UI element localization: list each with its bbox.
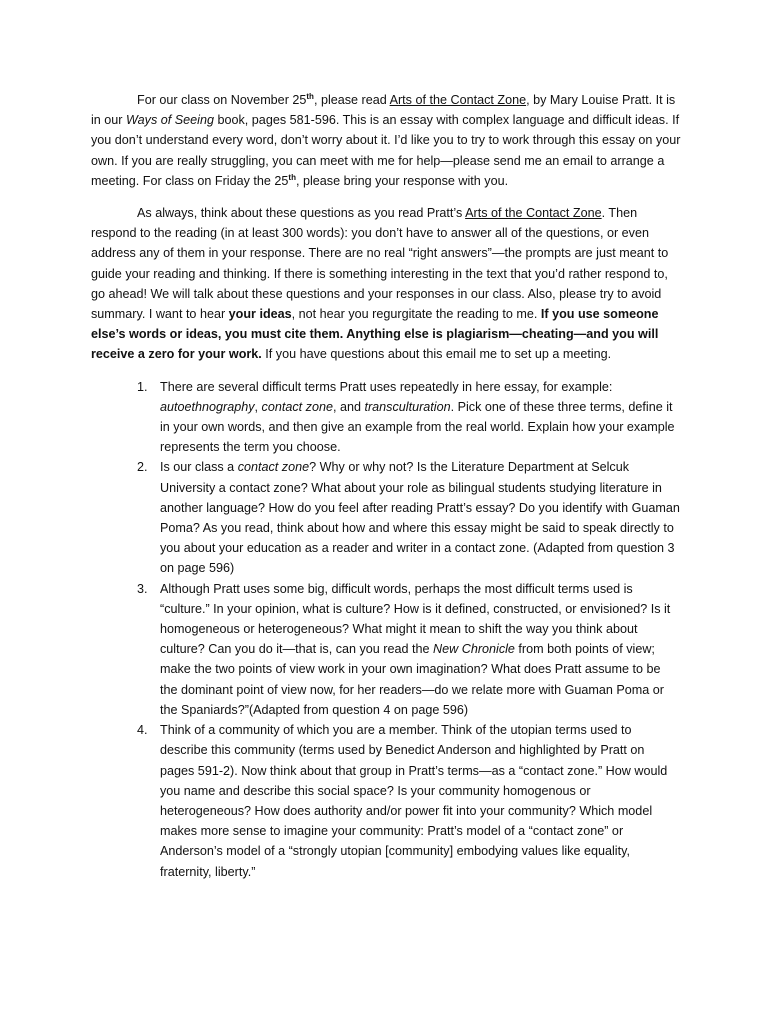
term: contact zone [237,460,310,475]
question-item [91,579,681,720]
essay-title: Arts of the Contact Zone [465,206,602,221]
text-run: , not hear you regurgitate the reading to me. [291,307,541,322]
text-run: As always, think about these questions as you read Pratt’s [137,206,466,221]
superscript: th [288,172,296,182]
text-run: ? Why or why not? Is the Literature Department at Selcuk University a contact zone? What about your role as bilingual students studying literature in another language? How do you feel after reading Pratt’s essay? Do you identify with Guaman Poma? As you read, think about how and where this essay might be said to speak directly to you about your education as a reader and writer in a contact zone. (Adapted from question 3 on page 596) [160,460,680,576]
text-run: from both points of view; make the two points of view work in your own imagination? What does Pratt assume to be the dominant point of view now, for her readers—do we relate more with Guaman Poma or the Spaniards?”(Adapted from question 4 on page 596) [160,642,665,717]
question-item [91,377,681,458]
plagiarism-warning: If you use someone else’s words or ideas, you must cite them. Anything else is plagiarism—cheating—and you will receive a zero for your work. [91,307,659,362]
text-run: . Then respond to the reading (in at least 300 words): you don’t have to answer all of the questions, or even address any of them in your response. There are no real “right answers”—the prompts are just meant to guide your reading and thinking. If there is something interesting in the text that you’d rather respond to, go ahead! We will talk about these questions and your responses in our class. Also, please try to avoid summary. I want to hear [91,206,669,322]
question-number: 3. [137,581,148,596]
intro-paragraph [91,90,681,191]
essay-title: Arts of the Contact Zone [389,93,527,107]
text-run: There are several difficult terms Pratt uses repeatedly in here essay, for example: [160,379,613,394]
superscript: th [306,91,314,101]
document-body [91,90,681,882]
question-number: 2. [137,460,148,475]
term: transculturation [364,399,451,414]
text-run: book, pages 581-596. This is an essay with complex language and difficult ideas. If you don’t understand every word, don’t worry about it. I’d like you to try to work through this essay on your own. If you are really struggling, you can meet with me for help—please send me an email to arrange a meeting. For class on Friday the 25 [91,113,681,188]
question-list [91,377,681,882]
term: contact zone [261,399,333,414]
book-title: Ways of Seeing [126,113,214,128]
text-run: . Pick one of these three terms, define it in your own words, and then give an example from the real world. Explain how your example represents the term you choose. [160,399,675,455]
text-run: Is our class a [160,460,238,475]
text-run: , by Mary Louise Pratt. It is in our [91,93,676,128]
text-run: , and [332,399,365,414]
text-run: , please read [313,93,390,107]
text-run: If you have questions about this email me to set up a meeting. [261,347,612,362]
text-run: For our class on November 25 [137,93,307,107]
text-run: Although Pratt uses some big, difficult words, perhaps the most difficult terms used is “culture.” In your opinion, what is culture? How is it defined, constructed, or envisioned? Is it homogeneous or heterogeneous? What might it mean to shift the way you think about culture? Can you do it—that is, can you read the [160,581,671,657]
text-run: , [254,399,262,414]
book-title: New Chronicle [433,642,515,657]
question-item [91,457,681,578]
instructions-paragraph [91,203,681,365]
question-item [91,720,681,882]
question-number: 4. [137,723,148,738]
question-number: 1. [137,379,148,394]
emphasis-text: your ideas [228,307,292,322]
text-run: , please bring your response with you. [295,173,509,188]
text-run: Think of a community of which you are a member. Think of the utopian terms used to describe this community (terms used by Benedict Anderson and highlighted by Pratt on pages 591-2). Now think about that group in Pratt’s terms—as a “contact zone.” How would you name and describe this social space? Is your community homogenous or heterogeneous? How does authority and/or power fit into your community? Which model makes more sense to imagine your community: Pratt’s model of a “contact zone” or Anderson’s model of a “strongly utopian [community] embodying values like equality, fraternity, liberty.” [160,723,668,879]
term: autoethnography [160,399,255,414]
